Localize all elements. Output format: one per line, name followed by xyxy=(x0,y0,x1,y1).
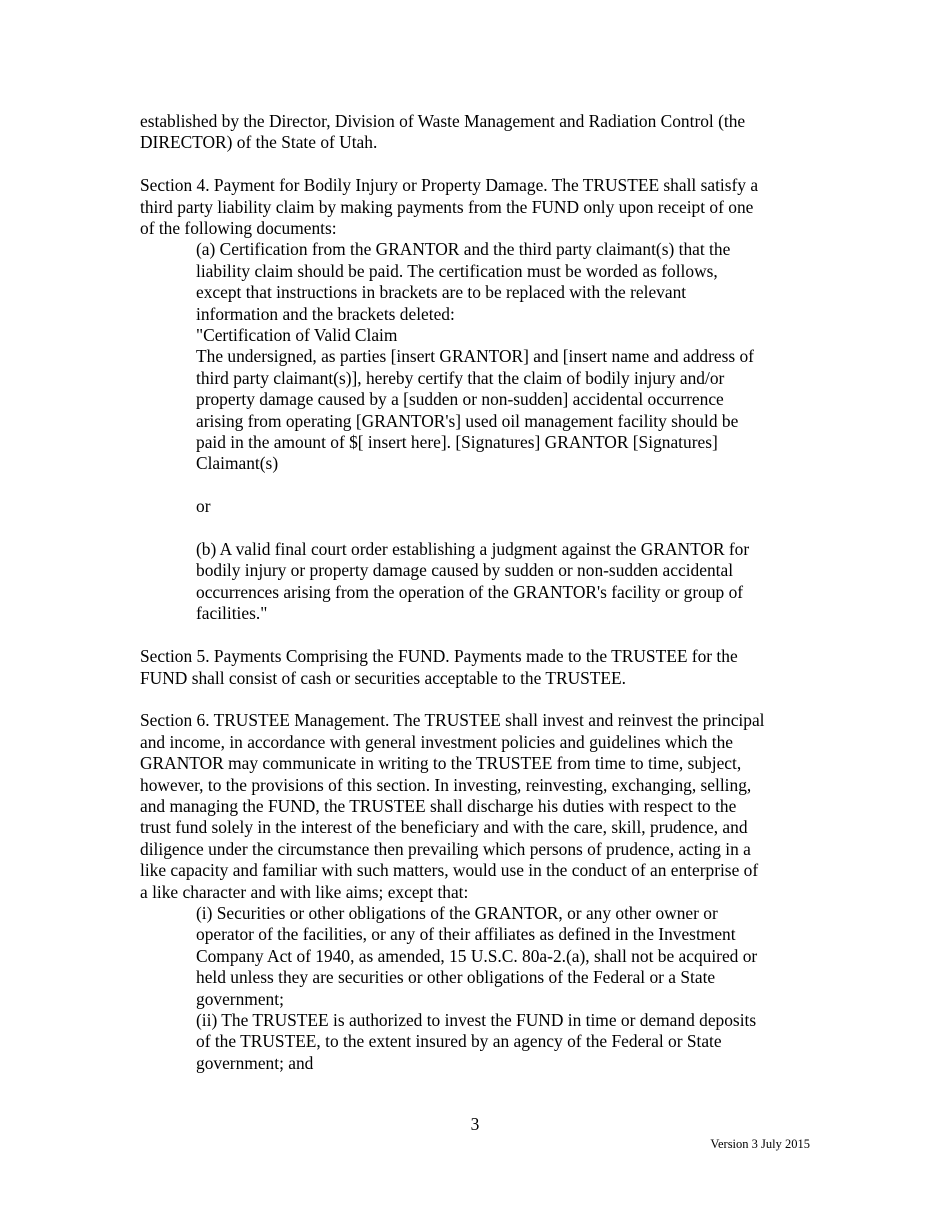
section-6 xyxy=(140,710,820,1074)
section-6-item-i: (i) Securities or other obligations of the GRANTOR, or any other owner or operator of the facilities, or any of their affiliates as defined in the Investment Company Act of 1940, as amended, 15 U.S.C. 80a-2.(a), shall not be acquired or held unless they are securities or other obligations of the Federal or a State government; xyxy=(196,902,758,1009)
section-4-item-a: (a) Certification from the GRANTOR and the third party claimant(s) that the liability claim should be paid. The certification must be worded as follows, except that instructions in brackets are to be replaced with the relevant information and the brackets deleted: xyxy=(196,239,731,324)
section-4-intro: Section 4. Payment for Bodily Injury or Property Damage. The TRUSTEE shall satisfy a third party liability claim by making payments from the FUND only upon receipt of one of the following documents: xyxy=(140,175,759,239)
document-body xyxy=(140,111,820,1074)
section-4-item-b: (b) A valid final court order establishing a judgment against the GRANTOR for bodily injury or property damage caused by sudden or non-sudden accidental occurrences arising from the operation of the GRANTOR's facility or group of facilities." xyxy=(196,539,750,624)
page-number: 3 xyxy=(470,1114,480,1134)
section-4 xyxy=(140,175,820,625)
or-separator: or xyxy=(196,496,211,517)
section-6-intro: Section 6. TRUSTEE Management. The TRUSTEE shall invest and reinvest the principal and income, in accordance with general investment policies and guidelines which the GRANTOR may communicate in writing to the TRUSTEE from time to time, subject, however, to the provisions of this section. In investing, reinvesting, exchanging, selling, and managing the FUND, the TRUSTEE shall discharge his duties with respect to the trust fund solely in the interest of the beneficiary and with the care, skill, prudence, and diligence under the circumstance then prevailing which persons of prudence, acting in a like capacity and familiar with such matters, would use in the conduct of an enterprise of a like character and with like aims; except that: xyxy=(140,710,765,902)
continuation-paragraph: established by the Director, Division of Waste Management and Radiation Control (the DIRECTOR) of the State of Utah. xyxy=(140,111,746,153)
certification-title: "Certification of Valid Claim xyxy=(196,325,398,346)
version-label: Version 3 July 2015 xyxy=(710,1137,810,1151)
section-5: Section 5. Payments Comprising the FUND. Payments made to the TRUSTEE for the FUND shall consist of cash or securities acceptable to the TRUSTEE. xyxy=(140,646,738,688)
certification-body: The undersigned, as parties [insert GRANTOR] and [insert name and address of third party claimant(s)], hereby certify that the claim of bodily injury and/or property damage caused by a [sudden or non-sudden] accidental occurrence arising from operating [GRANTOR's] used oil management facility should be paid in the amount of $[ insert here]. [Signatures] GRANTOR [Signatures] Claimant(s) xyxy=(196,346,754,474)
section-6-item-ii: (ii) The TRUSTEE is authorized to invest the FUND in time or demand deposits of the TRUSTEE, to the extent insured by an agency of the Federal or State government; and xyxy=(196,1009,757,1073)
